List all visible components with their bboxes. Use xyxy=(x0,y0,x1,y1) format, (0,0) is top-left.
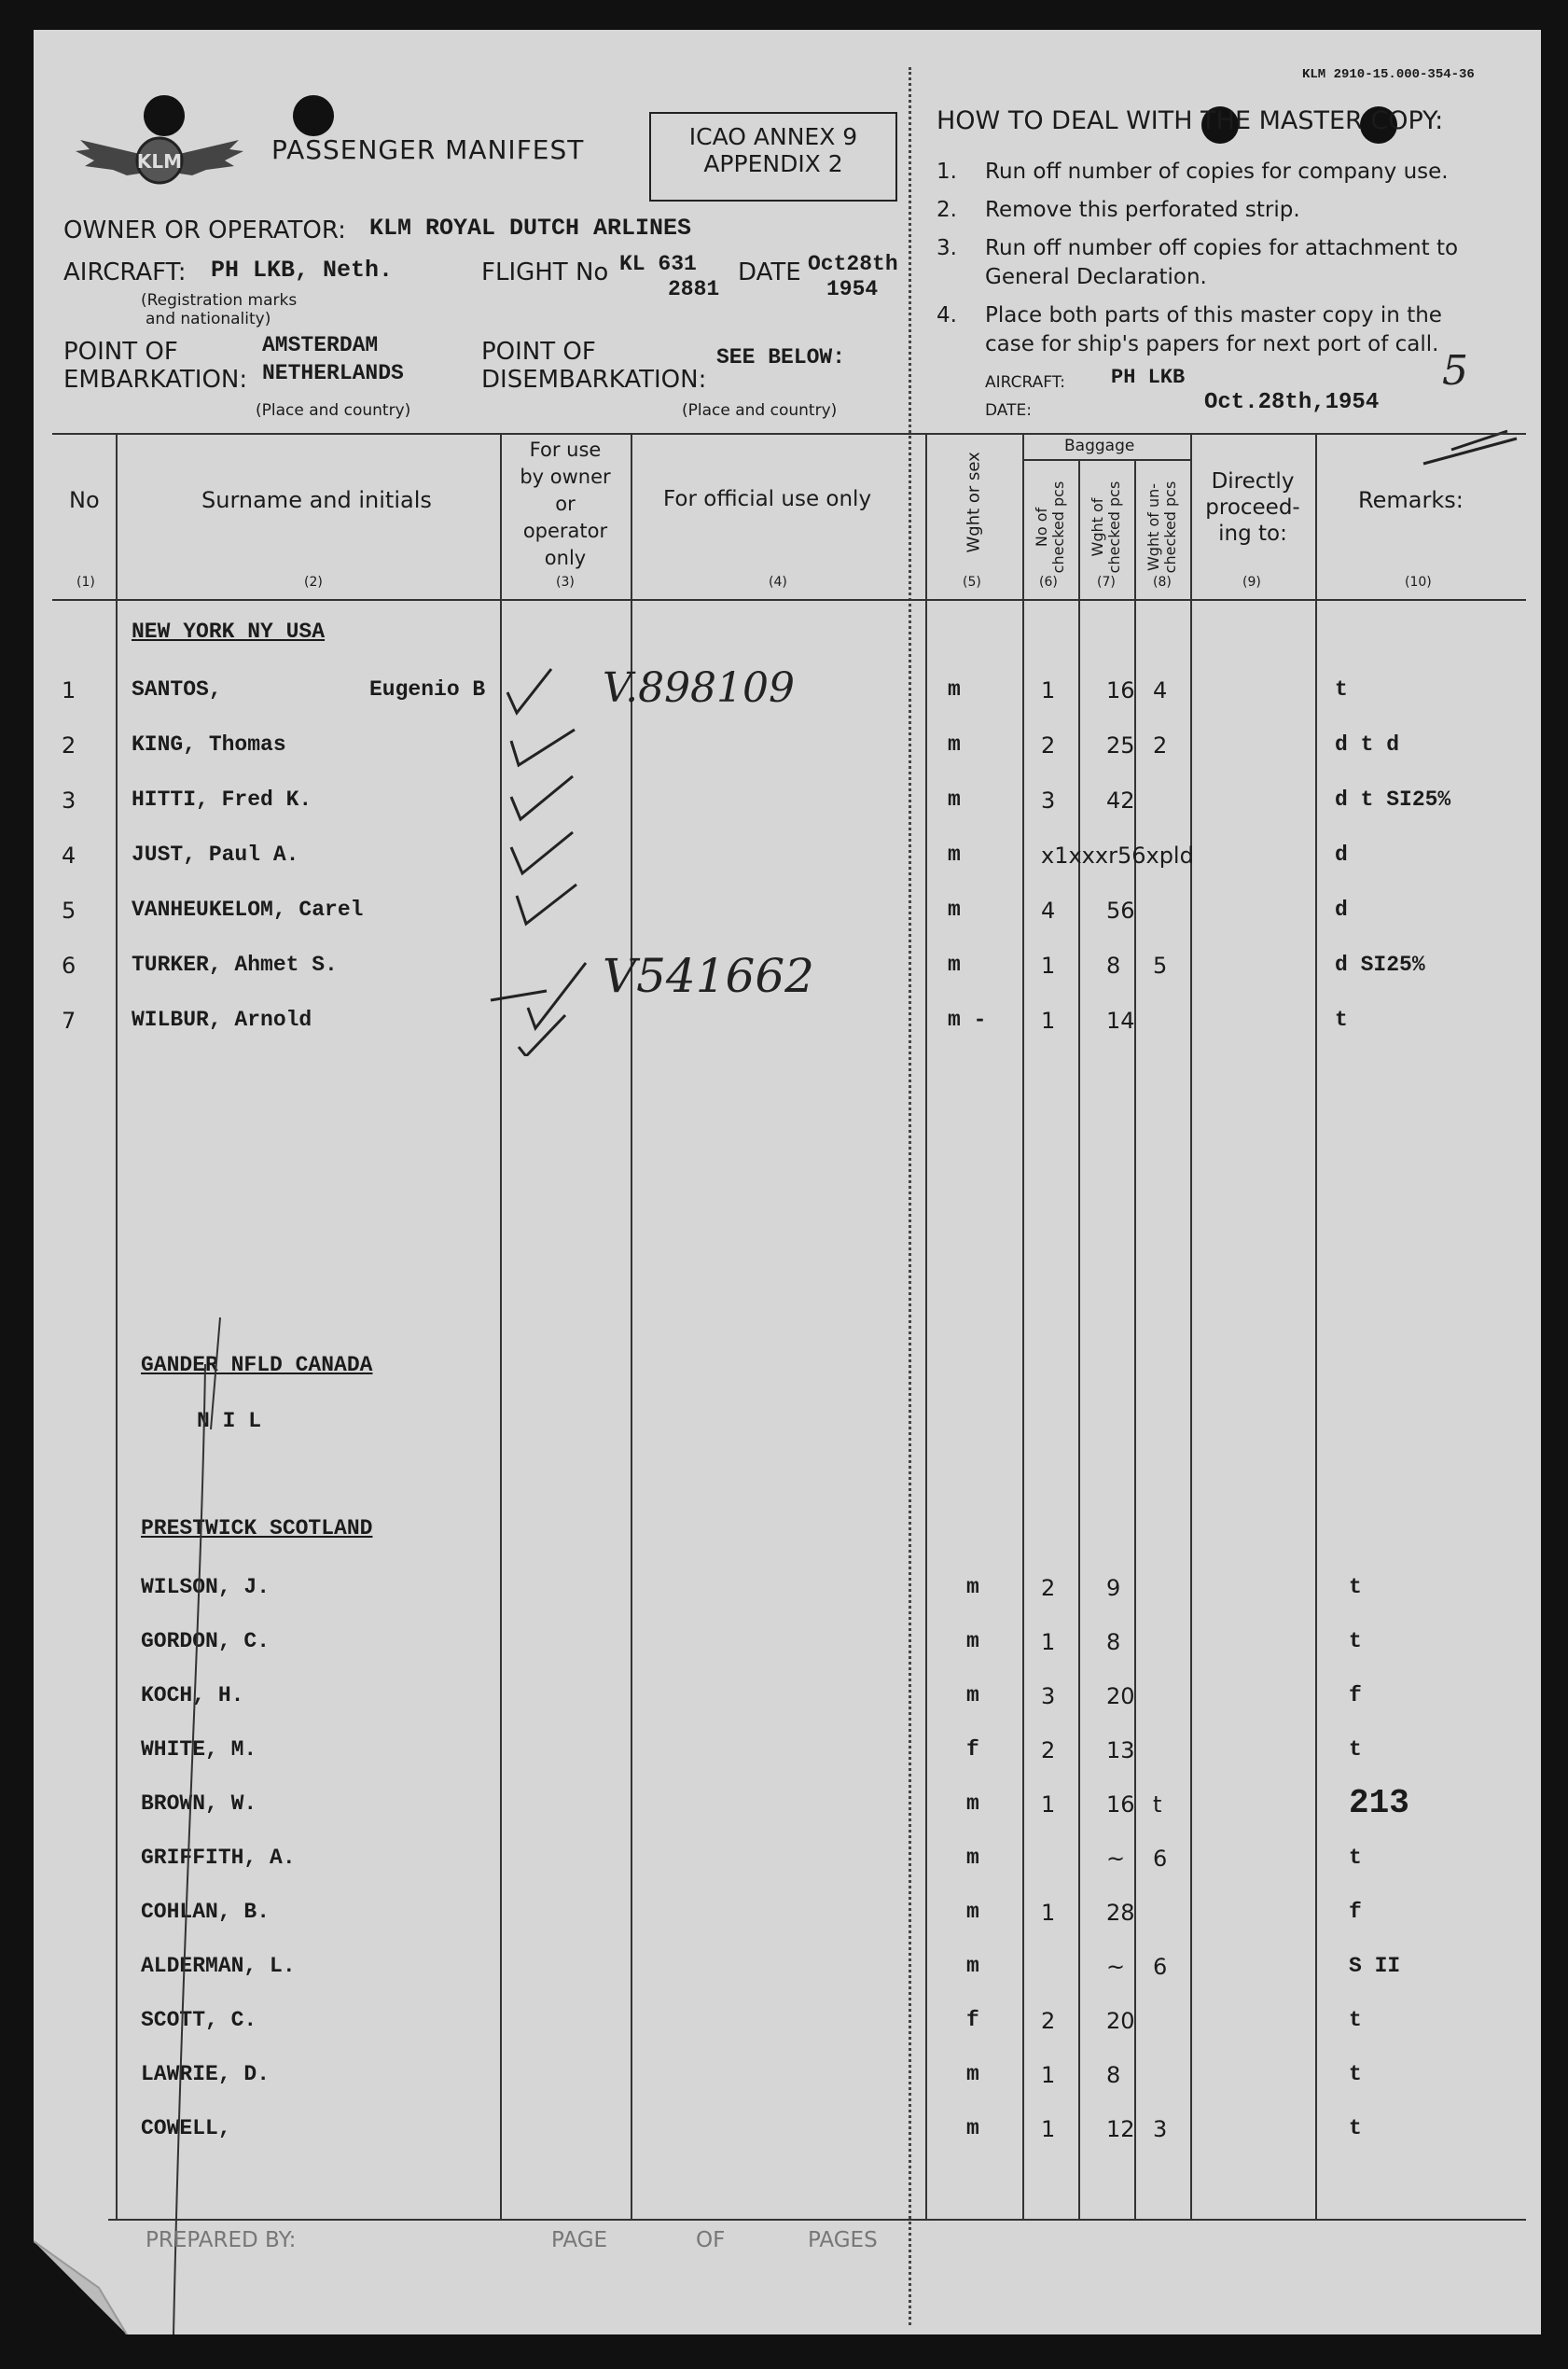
instruction-4-num: 4. xyxy=(937,303,957,327)
remarks: t xyxy=(1349,1629,1362,1653)
instructions-list xyxy=(937,153,1533,355)
passenger-sex: m xyxy=(948,898,961,922)
embark-label-1: POINT OF xyxy=(63,338,178,366)
col-weight-sex-header: Wght or sex xyxy=(964,452,984,553)
col-owner-header xyxy=(500,437,631,572)
header-bottom-border xyxy=(52,599,1526,601)
checked-weight: 14 xyxy=(1106,1008,1135,1034)
passenger-sex: m xyxy=(966,1629,979,1653)
instruction-1-text: Run off number of copies for company use. xyxy=(985,160,1449,184)
passenger-sex: m xyxy=(966,2116,979,2140)
passenger-name: WILBUR, Arnold xyxy=(132,1008,312,1032)
col-num: (8) xyxy=(1153,575,1172,590)
checked-pcs: 4 xyxy=(1041,898,1056,924)
col-num: (3) xyxy=(556,575,575,590)
directly-h1: Directly xyxy=(1211,469,1295,494)
instr-date-label: DATE: xyxy=(985,401,1032,420)
remarks: t xyxy=(1349,2116,1362,2140)
passenger-sex: f xyxy=(966,1737,979,1762)
remarks: d xyxy=(1335,843,1348,867)
passenger-name: WILSON, J. xyxy=(141,1575,271,1599)
checked-weight: 20 xyxy=(1106,2008,1135,2034)
checked-pcs: 3 xyxy=(1041,1683,1056,1709)
col-official-header: For official use only xyxy=(663,487,872,511)
date-value-1: Oct28th xyxy=(808,252,898,276)
col-num: (10) xyxy=(1405,575,1432,590)
checked-pcs: 1 xyxy=(1041,677,1056,704)
owner-value: KLM ROYAL DUTCH ARLINES xyxy=(369,215,692,242)
date-value-2: 1954 xyxy=(826,277,879,301)
checked-weight: 9 xyxy=(1106,1575,1121,1601)
form-code: KLM 2910-15.000-354-36 xyxy=(1302,67,1475,82)
instr-aircraft-value: PH LKB xyxy=(1111,366,1186,389)
checked-pcs: 3 xyxy=(1041,787,1056,814)
instruction-1-num: 1. xyxy=(937,160,957,184)
handwritten-mark: 5 xyxy=(1442,347,1468,395)
registration-note-1: (Registration marks xyxy=(141,291,298,310)
passenger-sex: m xyxy=(966,2062,979,2086)
section-gander: GANDER NFLD CANADA xyxy=(141,1353,373,1377)
icao-line-1: ICAO ANNEX 9 xyxy=(688,123,858,150)
pages-label: PAGES xyxy=(808,2228,878,2252)
remarks: t xyxy=(1349,2008,1362,2032)
remarks: d SI25% xyxy=(1335,953,1425,977)
checked-pcs: 1 xyxy=(1041,1629,1056,1655)
checked-pcs: 1 xyxy=(1041,2062,1056,2088)
registration-note-2: and nationality) xyxy=(146,310,271,328)
checked-weight: ~ xyxy=(1106,1954,1126,1980)
manifest-page xyxy=(34,30,1541,2334)
passenger-sex: m xyxy=(966,1575,979,1599)
passenger-name: SANTOS, xyxy=(132,677,222,702)
col-num: (4) xyxy=(769,575,787,590)
passenger-name: VANHEUKELOM, Carel xyxy=(132,898,364,922)
passenger-given-name: Eugenio B xyxy=(369,677,486,702)
klm-winged-logo-icon xyxy=(71,121,248,196)
col-num: (7) xyxy=(1097,575,1116,590)
checked-weight: 25 xyxy=(1106,732,1135,759)
checked-weight: 12 xyxy=(1106,2116,1135,2142)
checked-weight: 28 xyxy=(1106,1900,1135,1926)
remarks: d xyxy=(1335,898,1348,922)
svg-text:KLM: KLM xyxy=(136,150,183,173)
checked-weight: ~ xyxy=(1106,1846,1126,1872)
passenger-name: BROWN, W. xyxy=(141,1791,257,1816)
passenger-name: LAWRIE, D. xyxy=(141,2062,271,2086)
of-label: OF xyxy=(696,2228,726,2252)
col-num: (6) xyxy=(1039,575,1058,590)
column-number-row xyxy=(34,575,1541,595)
checked-pcs: 1 xyxy=(1041,1791,1056,1818)
checked-wght-h2: checked pcs xyxy=(1105,481,1123,574)
aircraft-value: PH LKB, Neth. xyxy=(211,257,394,284)
col-baggage-header: Baggage xyxy=(1064,437,1135,455)
passenger-name: COHLAN, B. xyxy=(141,1900,271,1924)
remarks: S II xyxy=(1349,1954,1401,1978)
passenger-name: JUST, Paul A. xyxy=(132,843,299,867)
icao-box xyxy=(649,112,897,202)
checked-wght-h1: Wght of xyxy=(1089,497,1106,557)
embark-value-1: AMSTERDAM xyxy=(262,333,379,357)
remarks: d t SI25% xyxy=(1335,787,1451,812)
checked-pcs: 1 xyxy=(1041,953,1056,979)
icao-line-2: APPENDIX 2 xyxy=(703,150,843,177)
checked-pcs: x1xxxr56xpld xyxy=(1041,843,1194,869)
col-checked-pcs-header xyxy=(1034,481,1067,574)
instruction-2-text: Remove this perforated strip. xyxy=(985,198,1300,222)
unchecked-weight: 4 xyxy=(1153,677,1168,704)
section-new-york: NEW YORK NY USA xyxy=(132,620,326,644)
instr-aircraft-label: AIRCRAFT: xyxy=(985,373,1065,392)
prepared-by-label: PREPARED BY: xyxy=(146,2228,297,2252)
passenger-name: ALDERMAN, L. xyxy=(141,1954,296,1978)
page-title: PASSENGER MANIFEST xyxy=(271,134,585,165)
remarks: t xyxy=(1349,1737,1362,1762)
flight-value-1: KL 631 xyxy=(619,252,697,276)
col-num: (2) xyxy=(304,575,323,590)
checked-weight: 8 xyxy=(1106,1629,1121,1655)
checked-weight: 16 xyxy=(1106,1791,1135,1818)
row-number: 3 xyxy=(62,787,76,814)
instruction-2-num: 2. xyxy=(937,198,957,222)
handwritten-visa-1: V.898109 xyxy=(603,664,796,712)
passenger-name: KING, Thomas xyxy=(132,732,286,757)
row-number: 2 xyxy=(62,732,76,759)
handwritten-visa-2: V541662 xyxy=(603,949,814,1003)
date-label: DATE xyxy=(738,258,801,286)
disembark-label-2: DISEMBARKATION: xyxy=(481,366,707,394)
passenger-name: TURKER, Ahmet S. xyxy=(132,953,338,977)
remarks: f xyxy=(1349,1683,1362,1707)
checked-weight: 20 xyxy=(1106,1683,1135,1709)
passenger-sex: m xyxy=(948,843,961,867)
folded-corner xyxy=(34,2204,164,2334)
remarks: d t d xyxy=(1335,732,1400,757)
passenger-sex: m xyxy=(948,953,961,977)
row-number: 4 xyxy=(62,843,76,869)
col-num: (5) xyxy=(963,575,981,590)
col-unchecked-header xyxy=(1145,481,1179,574)
checked-weight: 8 xyxy=(1106,2062,1121,2088)
passenger-name: GORDON, C. xyxy=(141,1629,271,1653)
embark-label-2: EMBARKATION: xyxy=(63,366,248,394)
checked-pcs-h2: checked pcs xyxy=(1049,481,1067,574)
checked-pcs: 1 xyxy=(1041,1900,1056,1926)
instruction-3-text: Run off number off copies for attachment to xyxy=(985,236,1459,260)
checked-weight: 42 xyxy=(1106,787,1135,814)
passenger-name: KOCH, H. xyxy=(141,1683,244,1707)
unchecked-weight: t xyxy=(1153,1791,1162,1818)
row-number: 6 xyxy=(62,953,76,979)
instruction-3-num: 3. xyxy=(937,236,957,260)
owner-header-4: operator xyxy=(522,520,608,542)
owner-header-3: or xyxy=(555,493,576,515)
col-no-header: No xyxy=(69,487,100,513)
row-number: 5 xyxy=(62,898,76,924)
passenger-sex: m xyxy=(966,1683,979,1707)
flight-value-2: 2881 xyxy=(668,277,720,301)
unchecked-weight: 6 xyxy=(1153,1954,1168,1980)
disembark-label-1: POINT OF xyxy=(481,338,596,366)
disembark-note: (Place and country) xyxy=(682,401,838,420)
remarks: t xyxy=(1349,1846,1362,1870)
passenger-sex: m xyxy=(966,1900,979,1924)
passenger-name: SCOTT, C. xyxy=(141,2008,257,2032)
punch-hole xyxy=(293,95,334,136)
handwritten-strokes xyxy=(1414,422,1526,478)
instruction-4-text-2: case for ship's papers for next port of call. xyxy=(985,332,1439,356)
section-gander-nil: N I L xyxy=(197,1409,262,1433)
col-directly-header xyxy=(1190,468,1315,547)
checked-pcs-h1: No of xyxy=(1033,507,1050,548)
checked-weight: 16 xyxy=(1106,677,1135,704)
checked-weight: 8 xyxy=(1106,953,1121,979)
instructions-title: HOW TO DEAL WITH THE MASTER COPY: xyxy=(937,106,1444,135)
checked-pcs: 2 xyxy=(1041,732,1056,759)
owner-header-5: only xyxy=(544,547,587,569)
instr-date-value: Oct.28th,1954 xyxy=(1204,390,1380,415)
directly-h2: proceed- xyxy=(1205,495,1300,520)
instruction-4-text: Place both parts of this master copy in the xyxy=(985,303,1442,327)
unchecked-weight: 6 xyxy=(1153,1846,1168,1872)
checked-pcs: 1 xyxy=(1041,1008,1056,1034)
passenger-name: GRIFFITH, A. xyxy=(141,1846,296,1870)
instruction-3-text-2: General Declaration. xyxy=(985,265,1207,289)
remarks: f xyxy=(1349,1900,1362,1924)
passenger-sex: m xyxy=(966,1791,979,1816)
table-top-border xyxy=(52,433,1526,435)
passenger-sex: f xyxy=(966,2008,979,2032)
row-number: 7 xyxy=(62,1008,76,1034)
checked-weight: 56 xyxy=(1106,898,1135,924)
aircraft-label: AIRCRAFT: xyxy=(63,258,187,286)
passenger-name: WHITE, M. xyxy=(141,1737,257,1762)
checked-pcs: 1 xyxy=(1041,2116,1056,2142)
checked-pcs: 2 xyxy=(1041,1737,1056,1763)
owner-label: OWNER OR OPERATOR: xyxy=(63,216,346,244)
passenger-sex: m xyxy=(948,732,961,757)
remarks: 213 xyxy=(1349,1784,1409,1822)
passenger-sex: m xyxy=(966,1846,979,1870)
checked-pcs: 2 xyxy=(1041,1575,1056,1601)
passenger-sex: m - xyxy=(948,1008,987,1032)
disembark-value: SEE BELOW: xyxy=(716,345,846,369)
unchecked-weight: 5 xyxy=(1153,953,1168,979)
remarks: t xyxy=(1349,1575,1362,1599)
col-remarks-header: Remarks: xyxy=(1358,487,1464,513)
section-prestwick: PRESTWICK SCOTLAND xyxy=(141,1516,373,1540)
unchecked-h1: Wght of un- xyxy=(1145,482,1162,572)
col-checked-wght-header xyxy=(1089,481,1123,574)
directly-h3: ing to: xyxy=(1218,522,1287,546)
checked-pcs: 2 xyxy=(1041,2008,1056,2034)
remarks: t xyxy=(1335,677,1348,702)
passenger-sex: m xyxy=(948,677,961,702)
col-num: (9) xyxy=(1242,575,1261,590)
embark-value-2: NETHERLANDS xyxy=(262,361,404,385)
checked-weight: 13 xyxy=(1106,1737,1135,1763)
owner-header-2: by owner xyxy=(520,466,611,488)
flight-label: FLIGHT No xyxy=(481,258,609,286)
passenger-sex: m xyxy=(948,787,961,812)
unchecked-h2: checked pcs xyxy=(1161,481,1179,574)
embark-note: (Place and country) xyxy=(256,401,411,420)
passenger-name: COWELL, xyxy=(141,2116,231,2140)
unchecked-weight: 3 xyxy=(1153,2116,1168,2142)
passenger-sex: m xyxy=(966,1954,979,1978)
unchecked-weight: 2 xyxy=(1153,732,1168,759)
remarks: t xyxy=(1335,1008,1348,1032)
col-surname-header: Surname and initials xyxy=(201,487,432,513)
passenger-name: HITTI, Fred K. xyxy=(132,787,312,812)
owner-header-1: For use xyxy=(529,439,602,461)
remarks: t xyxy=(1349,2062,1362,2086)
page-label: PAGE xyxy=(551,2228,608,2252)
row-number: 1 xyxy=(62,677,76,704)
pen-stroke xyxy=(146,1243,332,2334)
baggage-divider xyxy=(1022,459,1190,461)
col-num: (1) xyxy=(76,575,95,590)
